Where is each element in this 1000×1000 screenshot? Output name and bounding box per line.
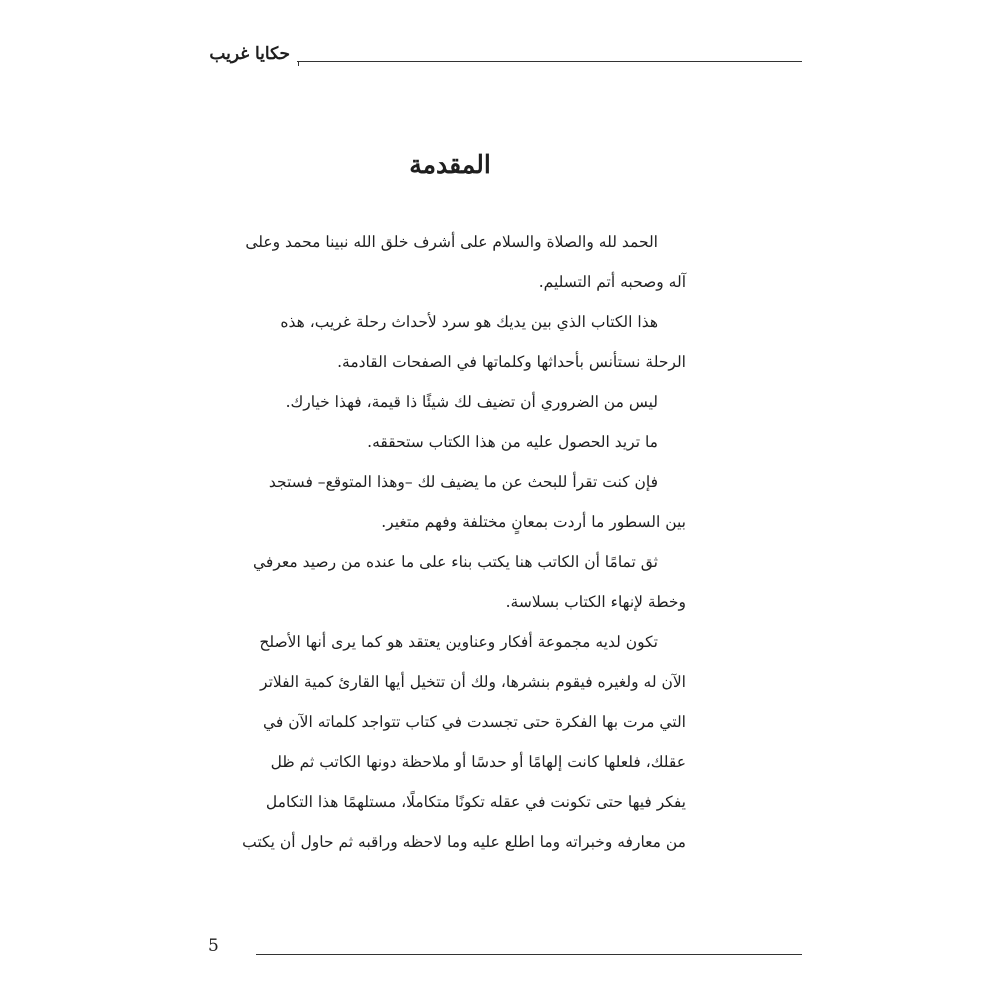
page-number: 5 (208, 936, 219, 956)
paragraph-line: ما تريد الحصول عليه من هذا الكتاب ستحققه. (367, 433, 658, 451)
paragraph (208, 422, 686, 462)
paragraph (208, 542, 686, 622)
paragraph-line: يفكر فيها حتى تكونت في عقله تكونًا متكاملًا، مستلهمًا هذا التكامل (265, 793, 686, 811)
paragraph (208, 302, 686, 382)
paragraph-line: فإن كنت تقرأ للبحث عن ما يضيف لك –وهذا المتوقع– فستجد (268, 473, 658, 491)
chapter-title: المقدمة (409, 150, 491, 179)
paragraph-line: الرحلة نستأنس بأحداثها وكلماتها في الصفحات القادمة. (337, 353, 686, 371)
running-header-title: حكايا غريب (209, 44, 290, 64)
paragraph-line: ليس من الضروري أن تضيف لك شيئًا ذا قيمة، فهذا خيارك. (285, 393, 658, 411)
paragraph-line: بين السطور ما أردت بمعانٍ مختلفة وفهم متغير. (381, 513, 686, 531)
paragraph-line: الآن له ولغيره فيقوم بنشرها، ولك أن تتخيل أيها القارئ كمية الفلاتر (260, 673, 686, 691)
paragraph (208, 622, 686, 862)
paragraph-line: التي مرت بها الفكرة حتى تجسدت في كتاب تتواجد كلماته الآن في (262, 713, 686, 731)
body-text (208, 222, 686, 862)
paragraph-line: من معارفه وخبراته وما اطلع عليه وما لاحظه وراقبه ثم حاول أن يكتب (242, 833, 686, 851)
paragraph-line: هذا الكتاب الذي بين يديك هو سرد لأحداث رحلة غريب، هذه (280, 313, 658, 331)
paragraph-line: وخطة لإنهاء الكتاب بسلاسة. (505, 593, 686, 611)
paragraph (208, 382, 686, 422)
paragraph-line: آله وصحبه أتم التسليم. (538, 273, 686, 291)
paragraph-line: الحمد لله والصلاة والسلام على أشرف خلق الله نبينا محمد وعلى (245, 233, 658, 251)
paragraph-line: ثق تمامًا أن الكاتب هنا يكتب بناء على ما عنده من رصيد معرفي (253, 553, 658, 571)
paragraph-line: عقلك، فلعلها كانت إلهامًا أو حدسًا أو ملاحظة دونها الكاتب ثم ظل (270, 753, 686, 771)
footer-rule (256, 954, 802, 955)
header-rule (297, 61, 802, 62)
paragraph (208, 222, 686, 302)
paragraph (208, 462, 686, 542)
paragraph-line: تكون لديه مجموعة أفكار وعناوين يعتقد هو كما يرى أنها الأصلح (259, 633, 658, 651)
header-rule-tick (298, 61, 299, 66)
